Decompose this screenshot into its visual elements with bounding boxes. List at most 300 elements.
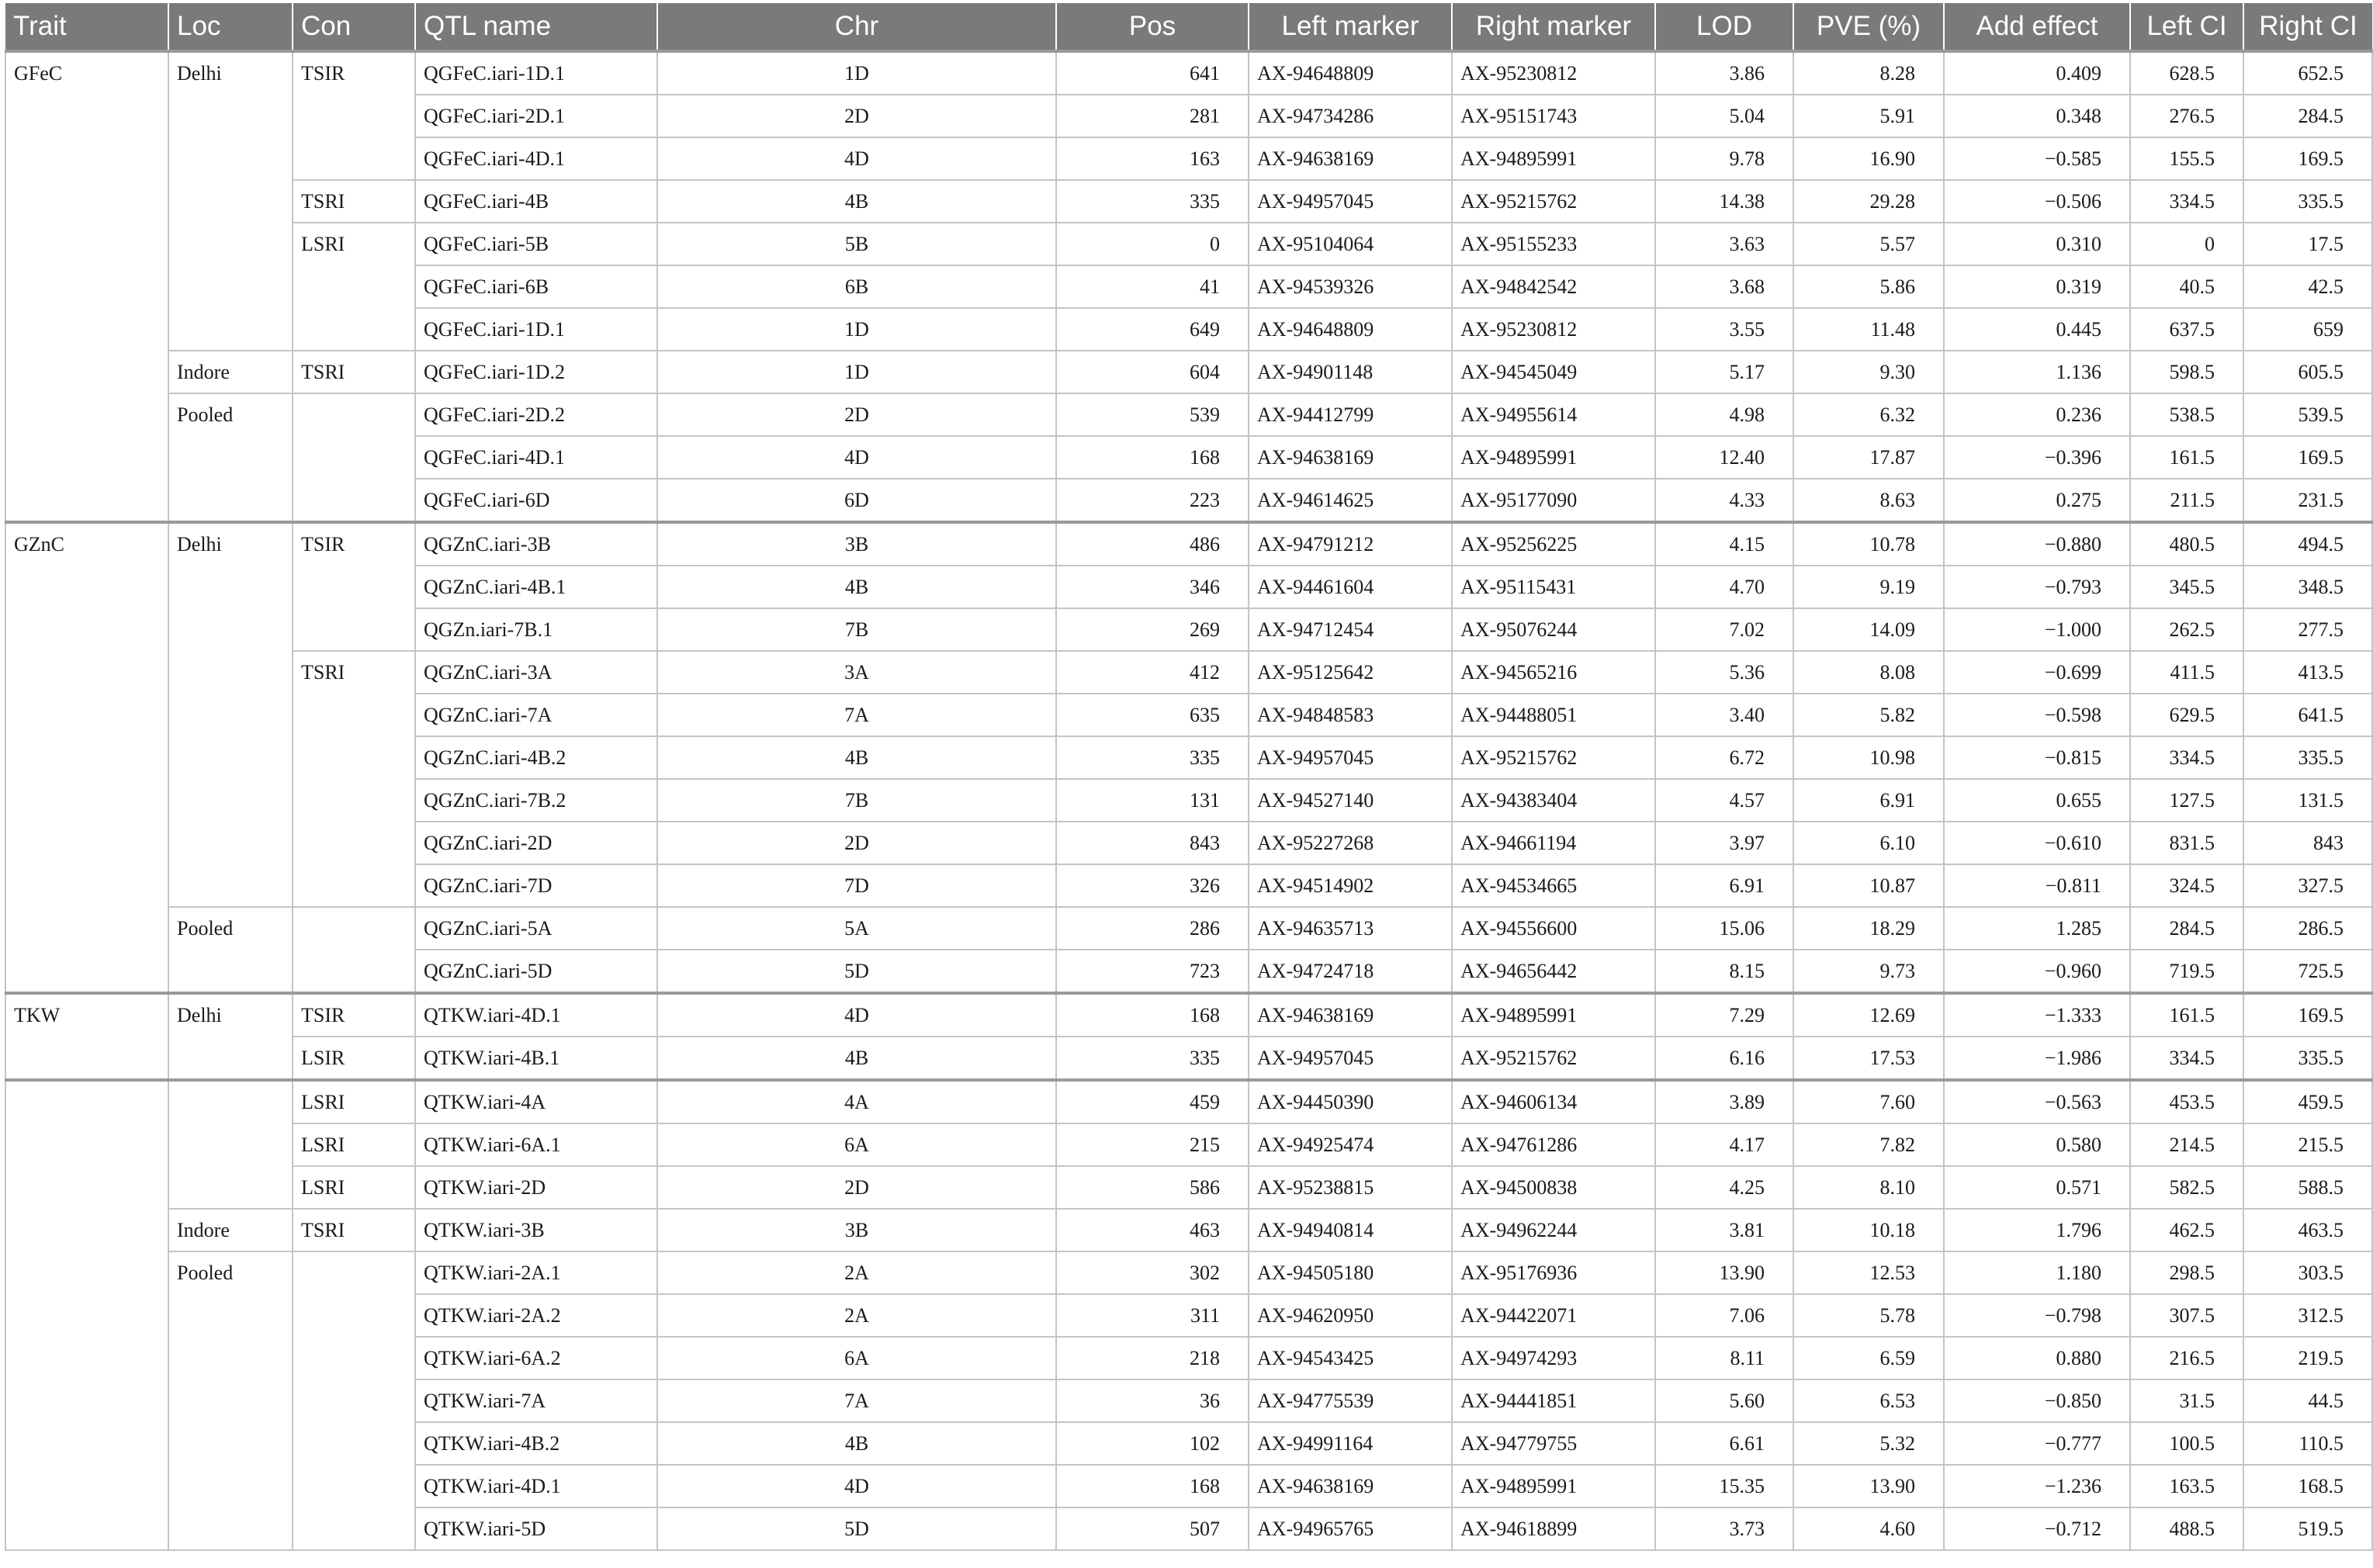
left-ci-cell: 582.5 bbox=[2130, 1166, 2243, 1209]
chr-cell: 4A bbox=[657, 1080, 1056, 1123]
right-ci-cell: 459.5 bbox=[2243, 1080, 2372, 1123]
left-marker-cell: AX-94514902 bbox=[1249, 864, 1452, 907]
pos-cell: 412 bbox=[1056, 651, 1249, 694]
right-marker-cell: AX-94895991 bbox=[1452, 436, 1655, 479]
chr-cell: 3B bbox=[657, 1209, 1056, 1251]
con-cell: TSRI bbox=[293, 180, 415, 223]
qtl-name-cell: QGFeC.iari-2D.2 bbox=[415, 393, 657, 436]
right-marker-cell: AX-94895991 bbox=[1452, 993, 1655, 1037]
left-marker-cell: AX-94957045 bbox=[1249, 180, 1452, 223]
left-marker-cell: AX-94925474 bbox=[1249, 1123, 1452, 1166]
pve-cell: 14.09 bbox=[1793, 608, 1944, 651]
add-effect-cell: 0.409 bbox=[1944, 51, 2130, 95]
pos-cell: 311 bbox=[1056, 1294, 1249, 1337]
loc-cell: Delhi bbox=[168, 522, 293, 907]
chr-cell: 4B bbox=[657, 1422, 1056, 1465]
right-marker-cell: AX-95076244 bbox=[1452, 608, 1655, 651]
add-effect-cell: −0.815 bbox=[1944, 736, 2130, 779]
pve-cell: 6.59 bbox=[1793, 1337, 1944, 1379]
qtl-name-cell: QGFeC.iari-6B bbox=[415, 265, 657, 308]
left-marker-cell: AX-94957045 bbox=[1249, 736, 1452, 779]
right-marker-cell: AX-94779755 bbox=[1452, 1422, 1655, 1465]
add-effect-cell: 0.310 bbox=[1944, 223, 2130, 265]
pos-cell: 269 bbox=[1056, 608, 1249, 651]
chr-cell: 2D bbox=[657, 822, 1056, 864]
header-right-marker: Right marker bbox=[1452, 3, 1655, 51]
lod-cell: 4.25 bbox=[1655, 1166, 1793, 1209]
right-ci-cell: 44.5 bbox=[2243, 1379, 2372, 1422]
right-ci-cell: 463.5 bbox=[2243, 1209, 2372, 1251]
right-ci-cell: 843 bbox=[2243, 822, 2372, 864]
left-marker-cell: AX-94965765 bbox=[1249, 1507, 1452, 1550]
add-effect-cell: −0.563 bbox=[1944, 1080, 2130, 1123]
add-effect-cell: 0.571 bbox=[1944, 1166, 2130, 1209]
left-ci-cell: 161.5 bbox=[2130, 436, 2243, 479]
add-effect-cell: −1.000 bbox=[1944, 608, 2130, 651]
left-marker-cell: AX-94412799 bbox=[1249, 393, 1452, 436]
right-ci-cell: 588.5 bbox=[2243, 1166, 2372, 1209]
pos-cell: 0 bbox=[1056, 223, 1249, 265]
pos-cell: 218 bbox=[1056, 1337, 1249, 1379]
qtl-name-cell: QTKW.iari-4D.1 bbox=[415, 1465, 657, 1507]
right-ci-cell: 303.5 bbox=[2243, 1251, 2372, 1294]
pve-cell: 12.53 bbox=[1793, 1251, 1944, 1294]
header-chr: Chr bbox=[657, 3, 1056, 51]
left-ci-cell: 100.5 bbox=[2130, 1422, 2243, 1465]
pve-cell: 6.32 bbox=[1793, 393, 1944, 436]
chr-cell: 4B bbox=[657, 736, 1056, 779]
lod-cell: 4.17 bbox=[1655, 1123, 1793, 1166]
pve-cell: 5.57 bbox=[1793, 223, 1944, 265]
table-row bbox=[5, 1123, 2372, 1166]
chr-cell: 5D bbox=[657, 950, 1056, 993]
left-ci-cell: 307.5 bbox=[2130, 1294, 2243, 1337]
pve-cell: 10.18 bbox=[1793, 1209, 1944, 1251]
add-effect-cell: −0.506 bbox=[1944, 180, 2130, 223]
loc-cell: Delhi bbox=[168, 993, 293, 1080]
left-ci-cell: 629.5 bbox=[2130, 694, 2243, 736]
left-ci-cell: 598.5 bbox=[2130, 351, 2243, 393]
lod-cell: 8.11 bbox=[1655, 1337, 1793, 1379]
pos-cell: 168 bbox=[1056, 1465, 1249, 1507]
lod-cell: 5.04 bbox=[1655, 95, 1793, 137]
left-ci-cell: 453.5 bbox=[2130, 1080, 2243, 1123]
chr-cell: 4B bbox=[657, 180, 1056, 223]
pve-cell: 4.60 bbox=[1793, 1507, 1944, 1550]
right-marker-cell: AX-95151743 bbox=[1452, 95, 1655, 137]
lod-cell: 3.89 bbox=[1655, 1080, 1793, 1123]
pos-cell: 463 bbox=[1056, 1209, 1249, 1251]
pos-cell: 335 bbox=[1056, 1037, 1249, 1080]
add-effect-cell: −0.699 bbox=[1944, 651, 2130, 694]
table-row bbox=[5, 907, 2372, 950]
pve-cell: 9.19 bbox=[1793, 566, 1944, 608]
left-ci-cell: 462.5 bbox=[2130, 1209, 2243, 1251]
con-cell: TSIR bbox=[293, 51, 415, 180]
pve-cell: 9.30 bbox=[1793, 351, 1944, 393]
chr-cell: 4B bbox=[657, 566, 1056, 608]
lod-cell: 4.33 bbox=[1655, 479, 1793, 522]
loc-cell: Indore bbox=[168, 351, 293, 393]
chr-cell: 6D bbox=[657, 479, 1056, 522]
right-marker-cell: AX-94656442 bbox=[1452, 950, 1655, 993]
left-ci-cell: 628.5 bbox=[2130, 51, 2243, 95]
lod-cell: 4.15 bbox=[1655, 522, 1793, 566]
con-cell: LSIR bbox=[293, 1037, 415, 1080]
right-marker-cell: AX-95215762 bbox=[1452, 1037, 1655, 1080]
header-add-effect: Add effect bbox=[1944, 3, 2130, 51]
left-marker-cell: AX-94957045 bbox=[1249, 1037, 1452, 1080]
table-row bbox=[5, 180, 2372, 223]
qtl-name-cell: QGFeC.iari-2D.1 bbox=[415, 95, 657, 137]
qtl-name-cell: QTKW.iari-3B bbox=[415, 1209, 657, 1251]
add-effect-cell: 0.275 bbox=[1944, 479, 2130, 522]
loc-cell: Indore bbox=[168, 1209, 293, 1251]
pve-cell: 16.90 bbox=[1793, 137, 1944, 180]
right-ci-cell: 335.5 bbox=[2243, 180, 2372, 223]
qtl-name-cell: QGFeC.iari-1D.1 bbox=[415, 51, 657, 95]
add-effect-cell: −0.960 bbox=[1944, 950, 2130, 993]
pos-cell: 302 bbox=[1056, 1251, 1249, 1294]
pve-cell: 5.86 bbox=[1793, 265, 1944, 308]
trait-cell-empty bbox=[5, 1080, 168, 1550]
lod-cell: 12.40 bbox=[1655, 436, 1793, 479]
qtl-name-cell: QGFeC.iari-4D.1 bbox=[415, 436, 657, 479]
header-loc: Loc bbox=[168, 3, 293, 51]
right-ci-cell: 231.5 bbox=[2243, 479, 2372, 522]
pos-cell: 459 bbox=[1056, 1080, 1249, 1123]
lod-cell: 7.29 bbox=[1655, 993, 1793, 1037]
right-ci-cell: 335.5 bbox=[2243, 736, 2372, 779]
table-row bbox=[5, 51, 2372, 95]
lod-cell: 3.86 bbox=[1655, 51, 1793, 95]
loc-cell: Pooled bbox=[168, 907, 293, 993]
qtl-name-cell: QGFeC.iari-4B bbox=[415, 180, 657, 223]
header-pos: Pos bbox=[1056, 3, 1249, 51]
pos-cell: 326 bbox=[1056, 864, 1249, 907]
con-cell: TSRI bbox=[293, 351, 415, 393]
pos-cell: 36 bbox=[1056, 1379, 1249, 1422]
con-cell-empty bbox=[293, 1251, 415, 1550]
header-left-ci: Left CI bbox=[2130, 3, 2243, 51]
right-ci-cell: 413.5 bbox=[2243, 651, 2372, 694]
right-ci-cell: 725.5 bbox=[2243, 950, 2372, 993]
add-effect-cell: −0.598 bbox=[1944, 694, 2130, 736]
qtl-name-cell: QTKW.iari-4A bbox=[415, 1080, 657, 1123]
pve-cell: 12.69 bbox=[1793, 993, 1944, 1037]
right-marker-cell: AX-94895991 bbox=[1452, 1465, 1655, 1507]
add-effect-cell: 0.655 bbox=[1944, 779, 2130, 822]
chr-cell: 6B bbox=[657, 265, 1056, 308]
lod-cell: 9.78 bbox=[1655, 137, 1793, 180]
pve-cell: 18.29 bbox=[1793, 907, 1944, 950]
pve-cell: 10.87 bbox=[1793, 864, 1944, 907]
qtl-name-cell: QGFeC.iari-1D.2 bbox=[415, 351, 657, 393]
chr-cell: 7B bbox=[657, 779, 1056, 822]
chr-cell: 4D bbox=[657, 1465, 1056, 1507]
pve-cell: 17.53 bbox=[1793, 1037, 1944, 1080]
add-effect-cell: 0.348 bbox=[1944, 95, 2130, 137]
right-marker-cell: AX-94422071 bbox=[1452, 1294, 1655, 1337]
lod-cell: 3.97 bbox=[1655, 822, 1793, 864]
loc-cell: Delhi bbox=[168, 51, 293, 351]
right-marker-cell: AX-94383404 bbox=[1452, 779, 1655, 822]
table-row bbox=[5, 351, 2372, 393]
chr-cell: 2A bbox=[657, 1251, 1056, 1294]
lod-cell: 4.57 bbox=[1655, 779, 1793, 822]
lod-cell: 3.68 bbox=[1655, 265, 1793, 308]
right-ci-cell: 519.5 bbox=[2243, 1507, 2372, 1550]
chr-cell: 6A bbox=[657, 1337, 1056, 1379]
lod-cell: 6.16 bbox=[1655, 1037, 1793, 1080]
pos-cell: 223 bbox=[1056, 479, 1249, 522]
chr-cell: 4D bbox=[657, 993, 1056, 1037]
right-ci-cell: 169.5 bbox=[2243, 137, 2372, 180]
qtl-name-cell: QGZnC.iari-2D bbox=[415, 822, 657, 864]
right-marker-cell: AX-95256225 bbox=[1452, 522, 1655, 566]
right-marker-cell: AX-94761286 bbox=[1452, 1123, 1655, 1166]
con-cell: LSRI bbox=[293, 1080, 415, 1123]
pve-cell: 8.10 bbox=[1793, 1166, 1944, 1209]
left-ci-cell: 276.5 bbox=[2130, 95, 2243, 137]
add-effect-cell: 0.445 bbox=[1944, 308, 2130, 351]
add-effect-cell: −0.811 bbox=[1944, 864, 2130, 907]
pve-cell: 10.78 bbox=[1793, 522, 1944, 566]
left-marker-cell: AX-94775539 bbox=[1249, 1379, 1452, 1422]
pve-cell: 8.63 bbox=[1793, 479, 1944, 522]
right-marker-cell: AX-95215762 bbox=[1452, 736, 1655, 779]
chr-cell: 5B bbox=[657, 223, 1056, 265]
add-effect-cell: −1.986 bbox=[1944, 1037, 2130, 1080]
pve-cell: 29.28 bbox=[1793, 180, 1944, 223]
loc-cell: Pooled bbox=[168, 393, 293, 522]
left-marker-cell: AX-94901148 bbox=[1249, 351, 1452, 393]
pve-cell: 9.73 bbox=[1793, 950, 1944, 993]
right-ci-cell: 169.5 bbox=[2243, 436, 2372, 479]
pve-cell: 5.32 bbox=[1793, 1422, 1944, 1465]
right-ci-cell: 348.5 bbox=[2243, 566, 2372, 608]
pos-cell: 286 bbox=[1056, 907, 1249, 950]
right-marker-cell: AX-95230812 bbox=[1452, 51, 1655, 95]
left-ci-cell: 161.5 bbox=[2130, 993, 2243, 1037]
lod-cell: 4.98 bbox=[1655, 393, 1793, 436]
right-marker-cell: AX-94955614 bbox=[1452, 393, 1655, 436]
pve-cell: 6.53 bbox=[1793, 1379, 1944, 1422]
qtl-name-cell: QTKW.iari-4D.1 bbox=[415, 993, 657, 1037]
pos-cell: 281 bbox=[1056, 95, 1249, 137]
table-row bbox=[5, 223, 2372, 265]
right-ci-cell: 652.5 bbox=[2243, 51, 2372, 95]
pos-cell: 586 bbox=[1056, 1166, 1249, 1209]
add-effect-cell: −1.236 bbox=[1944, 1465, 2130, 1507]
pve-cell: 5.91 bbox=[1793, 95, 1944, 137]
left-marker-cell: AX-94505180 bbox=[1249, 1251, 1452, 1294]
pve-cell: 17.87 bbox=[1793, 436, 1944, 479]
add-effect-cell: 1.180 bbox=[1944, 1251, 2130, 1294]
right-marker-cell: AX-95230812 bbox=[1452, 308, 1655, 351]
right-marker-cell: AX-95115431 bbox=[1452, 566, 1655, 608]
add-effect-cell: −0.793 bbox=[1944, 566, 2130, 608]
pos-cell: 486 bbox=[1056, 522, 1249, 566]
right-marker-cell: AX-94500838 bbox=[1452, 1166, 1655, 1209]
left-marker-cell: AX-94991164 bbox=[1249, 1422, 1452, 1465]
left-marker-cell: AX-95238815 bbox=[1249, 1166, 1452, 1209]
right-ci-cell: 42.5 bbox=[2243, 265, 2372, 308]
table-row bbox=[5, 1037, 2372, 1080]
lod-cell: 14.38 bbox=[1655, 180, 1793, 223]
right-marker-cell: AX-95176936 bbox=[1452, 1251, 1655, 1294]
pve-cell: 11.48 bbox=[1793, 308, 1944, 351]
lod-cell: 15.06 bbox=[1655, 907, 1793, 950]
pos-cell: 215 bbox=[1056, 1123, 1249, 1166]
pve-cell: 6.10 bbox=[1793, 822, 1944, 864]
right-ci-cell: 277.5 bbox=[2243, 608, 2372, 651]
pos-cell: 604 bbox=[1056, 351, 1249, 393]
right-ci-cell: 335.5 bbox=[2243, 1037, 2372, 1080]
left-ci-cell: 324.5 bbox=[2130, 864, 2243, 907]
pos-cell: 131 bbox=[1056, 779, 1249, 822]
right-ci-cell: 110.5 bbox=[2243, 1422, 2372, 1465]
header-right-ci: Right CI bbox=[2243, 3, 2372, 51]
con-cell-empty bbox=[293, 907, 415, 993]
right-ci-cell: 539.5 bbox=[2243, 393, 2372, 436]
qtl-name-cell: QTKW.iari-6A.1 bbox=[415, 1123, 657, 1166]
right-ci-cell: 168.5 bbox=[2243, 1465, 2372, 1507]
right-ci-cell: 284.5 bbox=[2243, 95, 2372, 137]
right-marker-cell: AX-94962244 bbox=[1452, 1209, 1655, 1251]
left-ci-cell: 298.5 bbox=[2130, 1251, 2243, 1294]
right-marker-cell: AX-94974293 bbox=[1452, 1337, 1655, 1379]
left-marker-cell: AX-94940814 bbox=[1249, 1209, 1452, 1251]
qtl-name-cell: QGZnC.iari-4B.1 bbox=[415, 566, 657, 608]
qtl-name-cell: QGZnC.iari-5D bbox=[415, 950, 657, 993]
chr-cell: 6A bbox=[657, 1123, 1056, 1166]
chr-cell: 1D bbox=[657, 351, 1056, 393]
left-marker-cell: AX-94543425 bbox=[1249, 1337, 1452, 1379]
chr-cell: 2D bbox=[657, 1166, 1056, 1209]
lod-cell: 7.06 bbox=[1655, 1294, 1793, 1337]
add-effect-cell: 0.236 bbox=[1944, 393, 2130, 436]
left-ci-cell: 163.5 bbox=[2130, 1465, 2243, 1507]
add-effect-cell: 1.285 bbox=[1944, 907, 2130, 950]
right-ci-cell: 605.5 bbox=[2243, 351, 2372, 393]
lod-cell: 3.81 bbox=[1655, 1209, 1793, 1251]
right-ci-cell: 659 bbox=[2243, 308, 2372, 351]
right-ci-cell: 215.5 bbox=[2243, 1123, 2372, 1166]
table-row bbox=[5, 1080, 2372, 1123]
lod-cell: 5.36 bbox=[1655, 651, 1793, 694]
chr-cell: 4B bbox=[657, 1037, 1056, 1080]
chr-cell: 5A bbox=[657, 907, 1056, 950]
header-con: Con bbox=[293, 3, 415, 51]
right-marker-cell: AX-94545049 bbox=[1452, 351, 1655, 393]
right-marker-cell: AX-94488051 bbox=[1452, 694, 1655, 736]
add-effect-cell: −0.396 bbox=[1944, 436, 2130, 479]
loc-cell: Pooled bbox=[168, 1251, 293, 1550]
right-marker-cell: AX-94842542 bbox=[1452, 265, 1655, 308]
right-marker-cell: AX-94441851 bbox=[1452, 1379, 1655, 1422]
right-ci-cell: 169.5 bbox=[2243, 993, 2372, 1037]
header-left-marker: Left marker bbox=[1249, 3, 1452, 51]
qtl-table bbox=[5, 3, 2373, 1551]
qtl-name-cell: QGFeC.iari-4D.1 bbox=[415, 137, 657, 180]
pve-cell: 8.28 bbox=[1793, 51, 1944, 95]
chr-cell: 2A bbox=[657, 1294, 1056, 1337]
left-ci-cell: 0 bbox=[2130, 223, 2243, 265]
right-ci-cell: 219.5 bbox=[2243, 1337, 2372, 1379]
left-marker-cell: AX-94648809 bbox=[1249, 51, 1452, 95]
add-effect-cell: 1.136 bbox=[1944, 351, 2130, 393]
left-marker-cell: AX-94712454 bbox=[1249, 608, 1452, 651]
right-ci-cell: 286.5 bbox=[2243, 907, 2372, 950]
left-marker-cell: AX-94614625 bbox=[1249, 479, 1452, 522]
chr-cell: 1D bbox=[657, 308, 1056, 351]
qtl-name-cell: QTKW.iari-4B.1 bbox=[415, 1037, 657, 1080]
right-ci-cell: 131.5 bbox=[2243, 779, 2372, 822]
left-marker-cell: AX-94648809 bbox=[1249, 308, 1452, 351]
pos-cell: 641 bbox=[1056, 51, 1249, 95]
add-effect-cell: 1.796 bbox=[1944, 1209, 2130, 1251]
left-ci-cell: 334.5 bbox=[2130, 736, 2243, 779]
con-cell: LSRI bbox=[293, 223, 415, 351]
table-row bbox=[5, 393, 2372, 436]
qtl-table-container bbox=[5, 3, 2357, 1551]
con-cell: TSIR bbox=[293, 522, 415, 651]
trait-cell: TKW bbox=[5, 993, 168, 1080]
add-effect-cell: −0.798 bbox=[1944, 1294, 2130, 1337]
header-qtl-name: QTL name bbox=[415, 3, 657, 51]
chr-cell: 4D bbox=[657, 436, 1056, 479]
lod-cell: 4.70 bbox=[1655, 566, 1793, 608]
left-ci-cell: 488.5 bbox=[2130, 1507, 2243, 1550]
left-ci-cell: 214.5 bbox=[2130, 1123, 2243, 1166]
left-marker-cell: AX-94638169 bbox=[1249, 1465, 1452, 1507]
lod-cell: 8.15 bbox=[1655, 950, 1793, 993]
chr-cell: 2D bbox=[657, 393, 1056, 436]
table-row bbox=[5, 522, 2372, 566]
pve-cell: 5.82 bbox=[1793, 694, 1944, 736]
qtl-name-cell: QGFeC.iari-6D bbox=[415, 479, 657, 522]
left-marker-cell: AX-94635713 bbox=[1249, 907, 1452, 950]
left-marker-cell: AX-95227268 bbox=[1249, 822, 1452, 864]
pos-cell: 507 bbox=[1056, 1507, 1249, 1550]
con-cell-empty bbox=[293, 393, 415, 522]
pos-cell: 649 bbox=[1056, 308, 1249, 351]
left-ci-cell: 155.5 bbox=[2130, 137, 2243, 180]
left-ci-cell: 480.5 bbox=[2130, 522, 2243, 566]
lod-cell: 3.73 bbox=[1655, 1507, 1793, 1550]
right-marker-cell: AX-94534665 bbox=[1452, 864, 1655, 907]
qtl-name-cell: QGZnC.iari-7A bbox=[415, 694, 657, 736]
left-ci-cell: 127.5 bbox=[2130, 779, 2243, 822]
pos-cell: 335 bbox=[1056, 180, 1249, 223]
right-ci-cell: 494.5 bbox=[2243, 522, 2372, 566]
pve-cell: 13.90 bbox=[1793, 1465, 1944, 1507]
right-ci-cell: 312.5 bbox=[2243, 1294, 2372, 1337]
pos-cell: 346 bbox=[1056, 566, 1249, 608]
left-ci-cell: 637.5 bbox=[2130, 308, 2243, 351]
pos-cell: 102 bbox=[1056, 1422, 1249, 1465]
left-marker-cell: AX-94724718 bbox=[1249, 950, 1452, 993]
qtl-name-cell: QTKW.iari-7A bbox=[415, 1379, 657, 1422]
loc-cell-empty bbox=[168, 1080, 293, 1209]
table-row bbox=[5, 1209, 2372, 1251]
header-lod: LOD bbox=[1655, 3, 1793, 51]
chr-cell: 4D bbox=[657, 137, 1056, 180]
add-effect-cell: −0.712 bbox=[1944, 1507, 2130, 1550]
add-effect-cell: 0.319 bbox=[1944, 265, 2130, 308]
right-ci-cell: 17.5 bbox=[2243, 223, 2372, 265]
